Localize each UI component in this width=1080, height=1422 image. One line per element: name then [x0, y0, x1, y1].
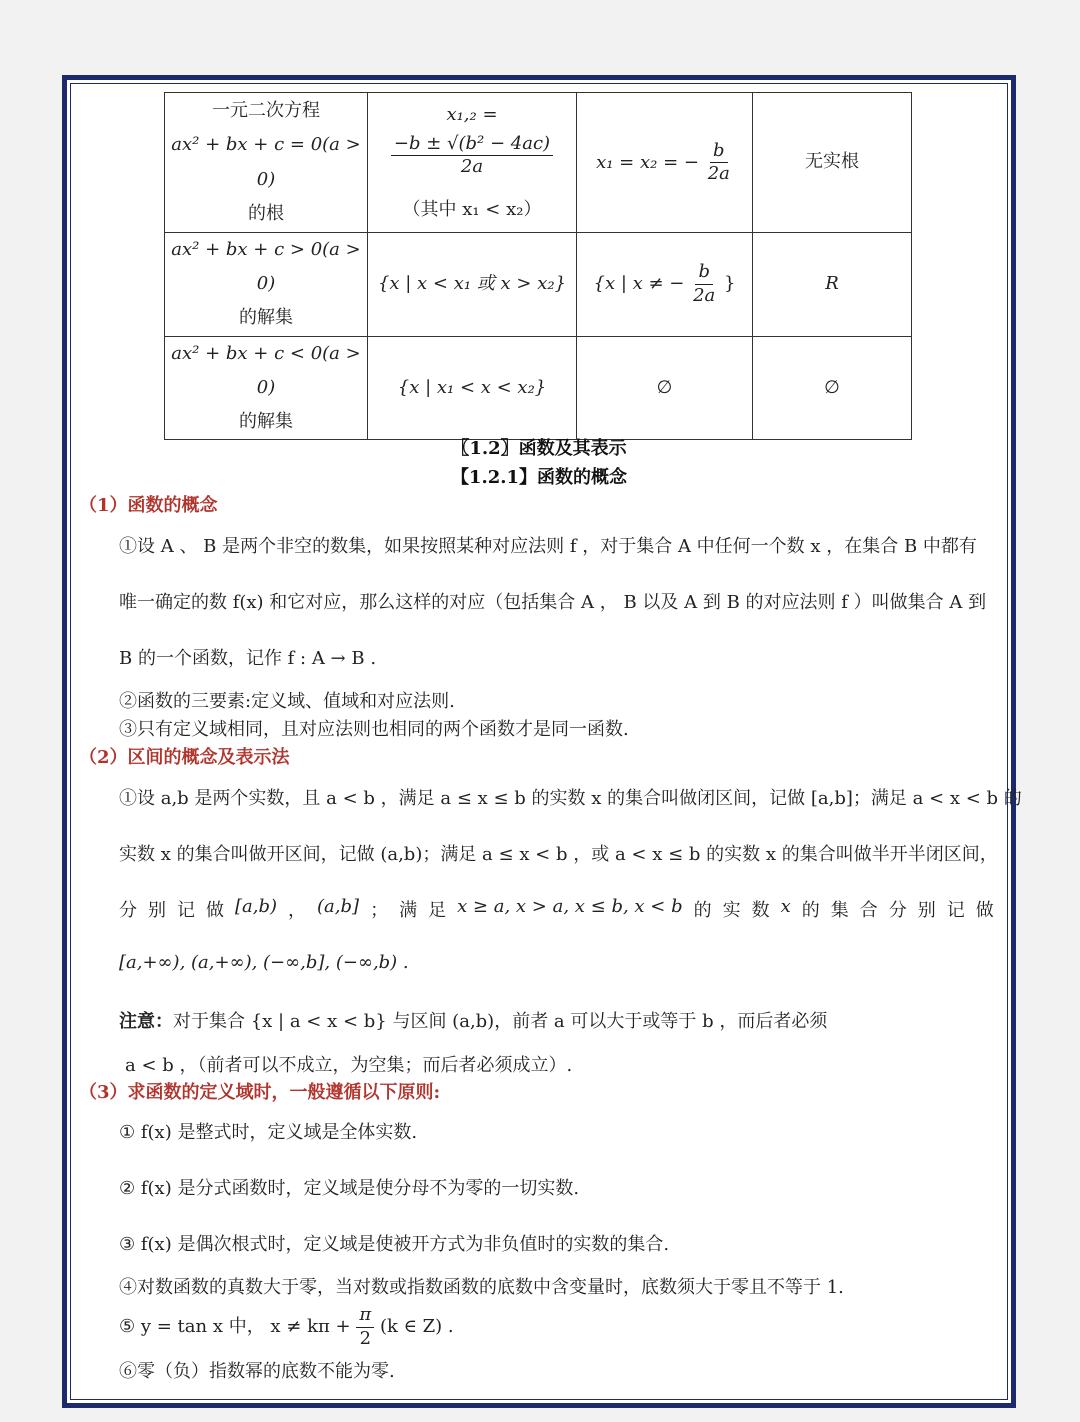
word: 记 — [177, 900, 195, 921]
table-cell: {x | x < x₁ 或 x > x₂} — [368, 233, 577, 337]
subsection-heading: 【1.2.1】函数的概念 — [450, 467, 628, 488]
list-item — [119, 1304, 454, 1350]
paragraph-line: [a,+∞), (a,+∞), (−∞,b], (−∞,b) . — [119, 952, 409, 973]
word: ； — [370, 900, 389, 921]
word: 集 — [830, 900, 849, 921]
fraction — [690, 261, 718, 307]
word: 满 — [399, 900, 418, 921]
cell-text: 的解集 — [239, 307, 293, 329]
cell-text: 一元二次方程 — [212, 100, 320, 122]
word: 合 — [859, 900, 878, 921]
word: ， — [288, 900, 307, 921]
list-item: ⑥零（负）指数幂的底数不能为零. — [119, 1361, 395, 1382]
fraction-numerator: b — [695, 261, 713, 285]
word: 别 — [917, 900, 936, 921]
section-title: （1）函数的概念 — [79, 495, 218, 516]
table-cell — [577, 233, 753, 337]
list-item: ④对数函数的真数大于零，当对数或指数函数的底数中含变量时，底数须大于零且不等于 1. — [119, 1277, 844, 1298]
word: 记 — [946, 900, 965, 921]
note-text: 对于集合 {x | a < x < b} 与区间 (a,b)，前者 a 可以大于或等于 b ，而后者必须 — [173, 1011, 828, 1032]
word: x ≥ a, x > a, x ≤ b, x < b — [457, 896, 683, 917]
table-row — [165, 233, 912, 337]
word: [a,b) — [235, 896, 278, 917]
fraction-numerator: π — [356, 1304, 374, 1328]
note-line — [119, 1007, 827, 1033]
table-cell: {x | x₁ < x < x₂} — [368, 336, 577, 440]
table-cell — [165, 336, 368, 440]
word: 分 — [888, 900, 907, 921]
word: 实 — [722, 900, 741, 921]
paragraph-line-justified — [119, 896, 994, 922]
item-text: (k ∈ Z) . — [379, 1316, 454, 1337]
paragraph-line: 唯一确定的数 f(x) 和它对应，那么这样的对应（包括集合 A ， B 以及 A 到 B 的对应法则 f ）叫做集合 A 到 — [119, 592, 987, 613]
table-row — [165, 93, 912, 233]
paragraph-line: 实数 x 的集合叫做开区间，记做 (a,b)；满足 a ≤ x < b ，或 a < x ≤ b 的实数 x 的集合叫做半开半闭区间， — [119, 844, 998, 865]
note-label: 注意： — [119, 1011, 173, 1032]
fraction-denominator: 2a — [460, 156, 484, 177]
formula-lhs: {x | x ≠ − — [593, 273, 685, 295]
formula-lhs: x₁,₂ = — [446, 104, 498, 126]
paragraph-line: B 的一个函数，记作 f : A → B . — [119, 648, 377, 669]
fraction-denominator: 2 — [359, 1327, 372, 1349]
table-cell: ∅ — [753, 336, 912, 440]
note-line: a < b ，（前者可以不成立，为空集；而后者必须成立）. — [125, 1055, 573, 1076]
formula-rhs: } — [724, 273, 736, 295]
cell-text: ax² + bx + c < 0(a > 0) — [171, 342, 361, 398]
fraction-denominator: 2a — [693, 284, 716, 306]
table-cell — [577, 93, 753, 233]
list-item: ② f(x) 是分式函数时，定义域是使分母不为零的一切实数. — [119, 1178, 580, 1199]
word: 做 — [975, 900, 994, 921]
word: 足 — [428, 900, 447, 921]
cell-text: ax² + bx + c > 0(a > 0) — [171, 239, 361, 295]
paragraph-line: ③只有定义域相同，且对应法则也相同的两个函数才是同一函数. — [119, 719, 629, 740]
table-cell: 无实根 — [753, 93, 912, 233]
word: 做 — [206, 900, 224, 921]
table-cell: ∅ — [577, 336, 753, 440]
cell-text: 的解集 — [239, 410, 293, 432]
word: x — [780, 896, 791, 917]
section-title: （3）求函数的定义域时，一般遵循以下原则: — [79, 1082, 441, 1103]
paragraph-line: ②函数的三要素:定义域、值域和对应法则. — [119, 691, 455, 712]
word: 的 — [693, 900, 712, 921]
word: 数 — [751, 900, 770, 921]
root-formula — [374, 98, 570, 178]
item-text: ⑤ y = tan x 中， x ≠ kπ + — [119, 1316, 351, 1337]
table-row — [165, 336, 912, 440]
table-cell — [165, 233, 368, 337]
cell-text: （其中 x₁ < x₂） — [402, 198, 542, 220]
table-cell: R — [753, 233, 912, 337]
fraction — [391, 133, 553, 179]
word: (a,b] — [317, 896, 360, 917]
cell-text: 的根 — [248, 202, 284, 224]
formula-lhs: x₁ = x₂ = − — [596, 151, 699, 173]
section-title: （2）区间的概念及表示法 — [79, 747, 290, 768]
word: 分 — [119, 900, 137, 921]
list-item: ③ f(x) 是偶次根式时，定义域是使被开方式为非负值时的实数的集合. — [119, 1234, 670, 1255]
table-cell — [165, 93, 368, 233]
section-heading: 〖1.2〗函数及其表示 — [451, 438, 627, 459]
quadratic-table — [164, 92, 912, 440]
paragraph-line: ①设 A 、 B 是两个非空的数集，如果按照某种对应法则 f ，对于集合 A 中任何一个数 x ，在集合 B 中都有 — [119, 536, 977, 557]
word: 别 — [148, 900, 166, 921]
fraction-denominator: 2a — [707, 163, 730, 184]
list-item: ① f(x) 是整式时，定义域是全体实数. — [119, 1122, 418, 1143]
paragraph-line: ①设 a,b 是两个实数，且 a < b ，满足 a ≤ x ≤ b 的实数 x 的集合叫做闭区间，记做 [a,b]；满足 a < x < b 的 — [119, 788, 1022, 809]
word: 的 — [801, 900, 820, 921]
fraction — [705, 140, 733, 186]
document-page — [62, 75, 1022, 1408]
fraction-numerator: b — [710, 140, 728, 164]
fraction — [356, 1304, 374, 1350]
fraction-numerator: −b ± √(b² − 4ac) — [391, 133, 553, 157]
cell-text: ax² + bx + c = 0(a > 0) — [171, 134, 361, 190]
table-cell — [368, 93, 577, 233]
